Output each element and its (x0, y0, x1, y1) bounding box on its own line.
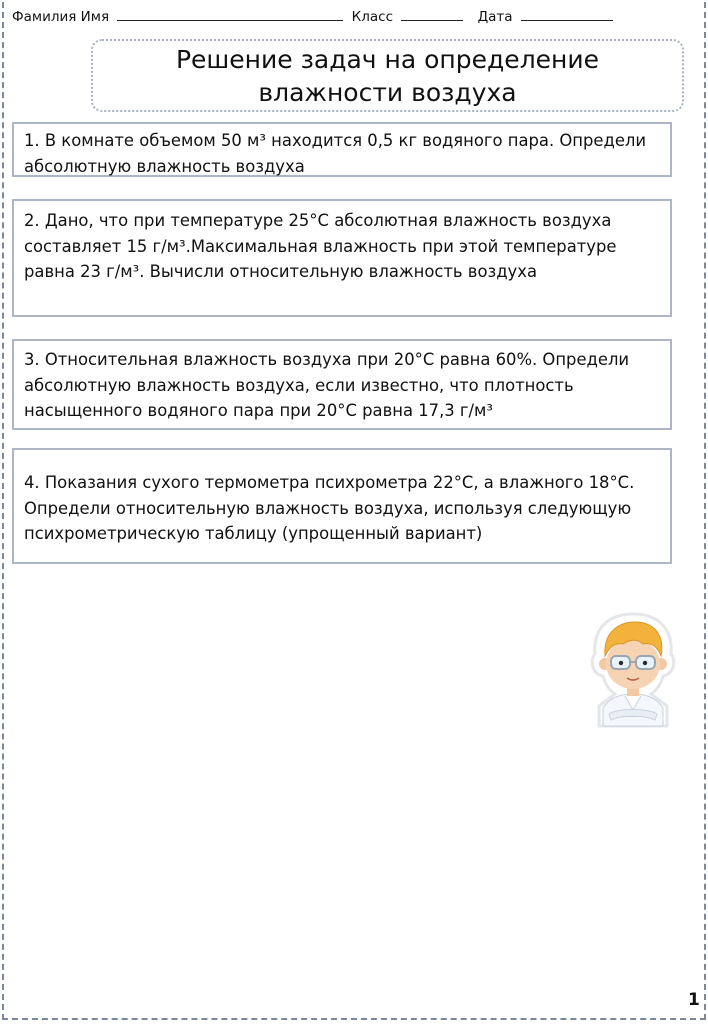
task-2-text: 2. Дано, что при температуре 25°С абсолютная влажность воздуха составляет 15 г/м³.Максимальная влажность при этой температуре равна 23 г/м³. Вычисли относительную влажность воздуха (24, 211, 617, 281)
task-3-text: 3. Относительная влажность воздуха при 20°С равна 60%. Определи абсолютную влажность воздуха, если известно, что плотность насыщенного водяного пара при 20°С равна 17,3 г/м³ (24, 350, 630, 420)
title-box (91, 39, 684, 112)
date-label: Дата (477, 9, 513, 25)
task-2 (12, 199, 672, 317)
task-3 (12, 339, 672, 430)
class-label: Класс (351, 9, 394, 25)
worksheet-header (12, 8, 702, 25)
task-1 (12, 122, 672, 177)
page-title-line-2: влажности воздуха (258, 78, 517, 107)
scientist-boy-icon (585, 610, 681, 728)
page-number: 1 (688, 990, 700, 1010)
task-4 (12, 448, 672, 564)
date-blank[interactable] (521, 8, 613, 21)
page-title-line-1: Решение задач на определение (175, 45, 600, 74)
task-4-text: 4. Показания сухого термометра психрометра 22°С, а влажного 18°С. Определи относительную влажность воздуха, используя следующую психрометрическую таблицу (упрощенный вариант) (24, 473, 635, 543)
name-blank[interactable] (117, 8, 343, 21)
task-1-text: 1. В комнате объемом 50 м³ находится 0,5 кг водяного пара. Определи абсолютную влажность воздуха (24, 131, 647, 176)
class-blank[interactable] (401, 8, 463, 21)
name-label: Фамилия Имя (12, 9, 110, 25)
